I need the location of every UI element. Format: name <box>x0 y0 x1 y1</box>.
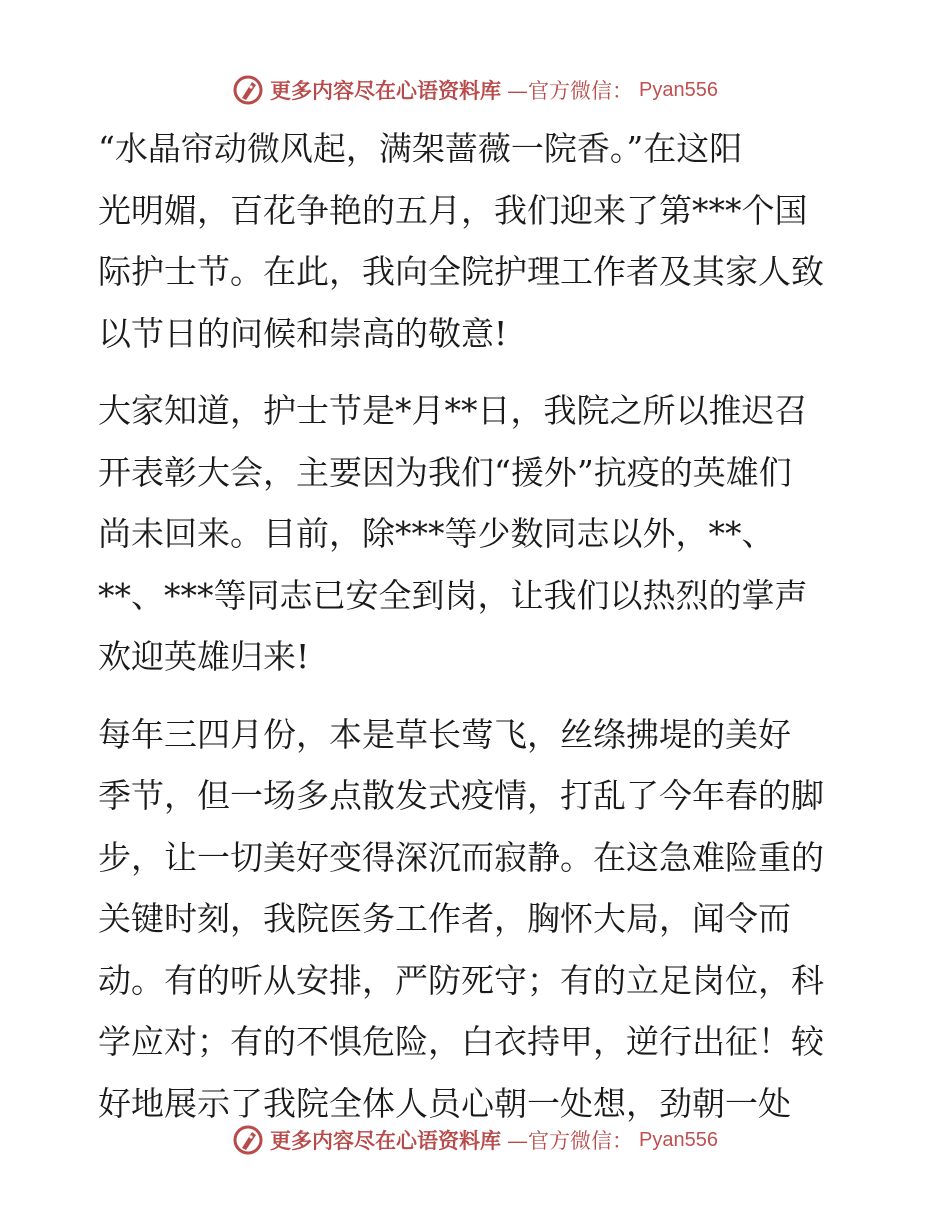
header-wechat-label: —官方微信： <box>507 79 634 103</box>
text-line: 欢迎英雄归来! <box>98 637 310 676</box>
text-line: 学应对；有的不惧危险，白衣持甲，逆行出征！较 <box>98 1022 824 1061</box>
header-brand-text: 更多内容尽在心语资料库 <box>270 78 502 103</box>
page-footer <box>0 1120 950 1160</box>
paragraph-2 <box>98 380 858 688</box>
text-line: 季节，但一场多点散发式疫情，打乱了今年春的脚 <box>98 776 824 815</box>
text-line: 每年三四月份，本是草长莺飞，丝绦拂堤的美好 <box>98 714 791 754</box>
text-line: 大家知道，护士节是*月**日，我院之所以推迟召 <box>98 391 808 430</box>
text-line: **、***等同志已安全到岗，让我们以热烈的掌声 <box>98 575 808 615</box>
page-header <box>0 70 950 110</box>
text-line: “水晶帘动微风起，满架蔷薇一院香。”在这阳 <box>98 129 743 168</box>
text-line: 动。有的听从安排，严防死守；有的立足岗位，科 <box>98 960 824 1000</box>
text-line: 尚未回来。目前，除***等少数同志以外，**、 <box>98 514 775 553</box>
paragraph-3 <box>98 704 858 1135</box>
footer-brand-text: 更多内容尽在心语资料库 <box>270 1128 502 1153</box>
pen-nib-circle-icon <box>232 74 264 106</box>
text-line: 开表彰大会，主要因为我们“援外”抗疫的英雄们 <box>98 452 792 492</box>
pen-nib-circle-icon <box>232 1124 264 1156</box>
header-wechat-id: Pyan556 <box>639 78 718 101</box>
text-line: 以节日的问候和崇高的敬意! <box>98 313 508 353</box>
text-line: 关键时刻，我院医务工作者，胸怀大局，闻令而 <box>98 899 791 938</box>
paragraph-1 <box>98 118 858 364</box>
footer-wechat-label: —官方微信： <box>507 1129 634 1153</box>
text-line: 步，让一切美好变得深沉而寂静。在这急难险重的 <box>98 837 824 877</box>
text-line: 光明媚，百花争艳的五月，我们迎来了第***个国 <box>98 190 808 230</box>
text-line: 好地展示了我院全体人员心朝一处想，劲朝一处 <box>98 1083 791 1123</box>
document-body <box>98 118 858 1150</box>
text-line: 际护士节。在此，我向全院护理工作者及其家人致 <box>98 252 824 291</box>
footer-wechat-id: Pyan556 <box>639 1128 718 1151</box>
